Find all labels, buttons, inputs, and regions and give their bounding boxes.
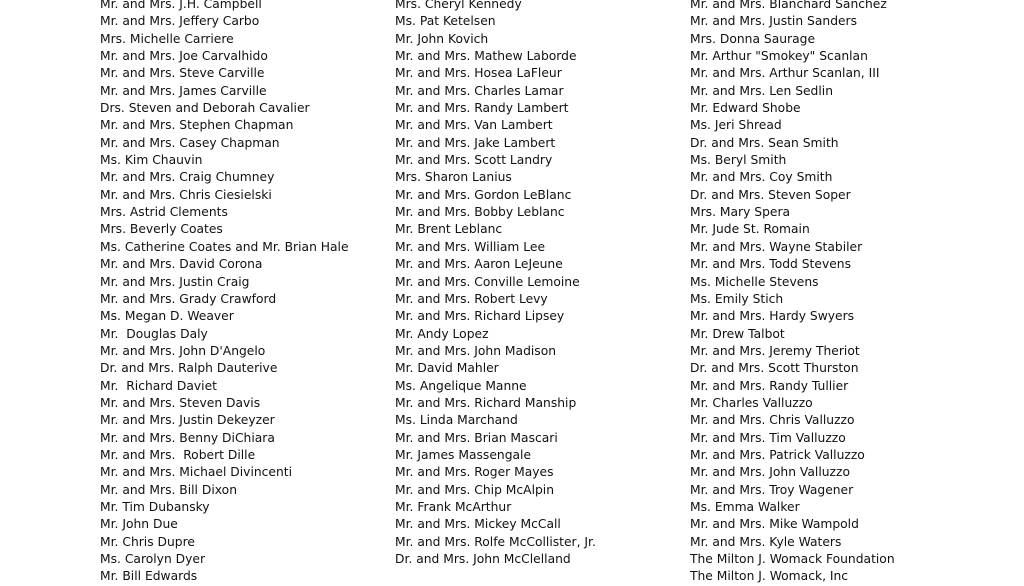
donor-name: Mr. and Mrs. Van Lambert <box>395 118 553 133</box>
donor-name: Mr. Richard Daviet <box>100 378 217 393</box>
donor-name: Mr. and Mrs. William Lee <box>395 239 546 254</box>
donor-column-2 <box>395 0 596 568</box>
donor-name: Mr. and Mrs. Kyle Waters <box>690 534 842 549</box>
donor-name: Mr. and Mrs. Steven Davis <box>100 395 261 410</box>
donor-name: Drs. Steven and Deborah Cavalier <box>100 101 310 116</box>
donor-name: Mr. and Mrs. Michael Divincenti <box>100 465 293 480</box>
donor-name: Ms. Catherine Coates and Mr. Brian Hale <box>100 239 349 254</box>
donor-name: Mr. and Mrs. Jeremy Theriot <box>690 343 860 358</box>
donor-name: Mr. and Mrs. Stephen Chapman <box>100 118 294 133</box>
donor-name: Mr. and Mrs. Bobby Leblanc <box>395 205 565 220</box>
donor-name: Mr. and Mrs. Steve Carville <box>100 66 265 81</box>
donor-name: Ms. Jeri Shread <box>690 118 782 133</box>
donor-name: Ms. Emma Walker <box>690 499 800 514</box>
donor-name: Ms. Michelle Stevens <box>690 274 819 289</box>
donor-name: Mr. and Mrs. John D'Angelo <box>100 343 266 358</box>
donor-name: Ms. Megan D. Weaver <box>100 309 234 324</box>
donor-name: Mr. John Kovich <box>395 31 489 46</box>
donor-name: Mr. and Mrs. Tim Valluzzo <box>690 430 846 445</box>
donor-name: Mrs. Cheryl Kennedy <box>395 0 522 11</box>
donor-name: Mr. and Mrs. Justin Sanders <box>690 14 858 29</box>
donor-name: Mr. Jude St. Romain <box>690 222 810 237</box>
donor-name: Mr. Drew Talbot <box>690 326 785 341</box>
donor-name: Mr. and Mrs. Brian Mascari <box>395 430 558 445</box>
donor-name: Mr. and Mrs. Mathew Laborde <box>395 49 577 64</box>
donor-name: Mr. Tim Dubansky <box>100 499 210 514</box>
donor-name: Dr. and Mrs. Ralph Dauterive <box>100 361 278 376</box>
donor-name: Mr. and Mrs. Chip McAlpin <box>395 482 555 497</box>
donor-name: Mr. Arthur "Smokey" Scanlan <box>690 49 868 64</box>
donor-name: Mr. and Mrs. Conville Lemoine <box>395 274 580 289</box>
donor-name: Mr. and Mrs. Grady Crawford <box>100 291 277 306</box>
donor-name: The Milton J. Womack, Inc <box>690 569 849 584</box>
donor-name: Mr. and Mrs. Chris Valluzzo <box>690 413 855 428</box>
donor-name: Mr. and Mrs. Mickey McCall <box>395 517 561 532</box>
donor-name: Ms. Beryl Smith <box>690 153 787 168</box>
donor-name: Mrs. Michelle Carriere <box>100 31 234 46</box>
donor-name: Mr. Edward Shobe <box>690 101 801 116</box>
donor-name: Mr. and Mrs. Patrick Valluzzo <box>690 447 865 462</box>
donor-name: Ms. Emily Stich <box>690 291 784 306</box>
donor-name: Mr. Douglas Daly <box>100 326 208 341</box>
donor-name: Mr. and Mrs. Gordon LeBlanc <box>395 187 572 202</box>
donor-name: Mr. and Mrs. Bill Dixon <box>100 482 237 497</box>
donor-name: Mrs. Astrid Clements <box>100 205 228 220</box>
donor-name: Ms. Pat Ketelsen <box>395 14 496 29</box>
donor-name: Mr. and Mrs. Randy Tullier <box>690 378 849 393</box>
donor-name: Mr. James Massengale <box>395 447 532 462</box>
donor-name: Mr. and Mrs. Charles Lamar <box>395 83 564 98</box>
donor-name: Mr. and Mrs. Mike Wampold <box>690 517 859 532</box>
donor-name: Mr. and Mrs. Coy Smith <box>690 170 833 185</box>
donor-name: Mr. and Mrs. Blanchard Sanchez <box>690 0 887 11</box>
donor-name: Mr. and Mrs. Rolfe McCollister, Jr. <box>395 534 596 549</box>
donor-name: Mr. and Mrs. Benny DiChiara <box>100 430 275 445</box>
donor-name: Dr. and Mrs. John McClelland <box>395 552 571 566</box>
donor-name: Mr. and Mrs. Richard Lipsey <box>395 309 565 324</box>
donor-column-1 <box>100 0 349 586</box>
donor-name: Mr. Brent Leblanc <box>395 222 503 237</box>
donor-name: Ms. Angelique Manne <box>395 378 527 393</box>
donor-name: Mr. and Mrs. Justin Craig <box>100 274 250 289</box>
donor-name: Mr. Frank McArthur <box>395 499 512 514</box>
donor-name: Mr. and Mrs. David Corona <box>100 257 263 272</box>
donor-name: Mr. and Mrs. Jeffery Carbo <box>100 14 260 29</box>
donor-name: Mr. and Mrs. Aaron LeJeune <box>395 257 563 272</box>
donor-name: Mr. and Mrs. Scott Landry <box>395 153 553 168</box>
donor-name: Mrs. Donna Saurage <box>690 31 816 46</box>
donor-name: Ms. Carolyn Dyer <box>100 552 206 566</box>
donor-name: Ms. Linda Marchand <box>395 413 518 428</box>
donor-name: Mr. and Mrs. Richard Manship <box>395 395 577 410</box>
donor-name: Mr. and Mrs. Randy Lambert <box>395 101 569 116</box>
donor-name: Mr. and Mrs. Casey Chapman <box>100 135 280 150</box>
donor-name: Mr. and Mrs. John Madison <box>395 343 557 358</box>
donor-name: Mr. and Mrs. Robert Levy <box>395 291 548 306</box>
donor-name: Mr. Chris Dupre <box>100 534 195 549</box>
donor-name: Dr. and Mrs. Scott Thurston <box>690 361 859 376</box>
donor-column-3 <box>690 0 895 586</box>
donor-name: The Milton J. Womack Foundation <box>690 552 895 566</box>
donor-name: Mr. and Mrs. Len Sedlin <box>690 83 833 98</box>
donor-name: Mr. and Mrs. Justin Dekeyzer <box>100 413 275 428</box>
donor-name: Mr. and Mrs. Roger Mayes <box>395 465 554 480</box>
donor-name: Dr. and Mrs. Sean Smith <box>690 135 839 150</box>
donor-name: Dr. and Mrs. Steven Soper <box>690 187 851 202</box>
donor-name: Mr. and Mrs. Jake Lambert <box>395 135 556 150</box>
donor-name: Mr. Bill Edwards <box>100 569 198 584</box>
donor-name: Mr. John Due <box>100 517 178 532</box>
donor-name: Mr. and Mrs. Hardy Swyers <box>690 309 855 324</box>
donor-name: Mr. Charles Valluzzo <box>690 395 813 410</box>
donor-name: Mr. and Mrs. Arthur Scanlan, III <box>690 66 880 81</box>
donor-name: Mr. and Mrs. Chris Ciesielski <box>100 187 272 202</box>
donor-name: Mrs. Mary Spera <box>690 205 791 220</box>
donor-name: Mr. and Mrs. Todd Stevens <box>690 257 851 272</box>
donor-name: Mr. Andy Lopez <box>395 326 489 341</box>
donor-name: Mr. and Mrs. John Valluzzo <box>690 465 850 480</box>
donor-name: Mrs. Beverly Coates <box>100 222 223 237</box>
donor-name: Mr. and Mrs. James Carville <box>100 83 267 98</box>
donor-name: Mr. and Mrs. Robert Dille <box>100 447 256 462</box>
donor-name: Mr. and Mrs. J.H. Campbell <box>100 0 262 11</box>
donor-name: Mr. David Mahler <box>395 361 499 376</box>
donor-name: Mr. and Mrs. Craig Chumney <box>100 170 275 185</box>
donor-name: Mr. and Mrs. Troy Wagener <box>690 482 854 497</box>
donor-name: Mr. and Mrs. Joe Carvalhido <box>100 49 268 64</box>
donor-name: Mrs. Sharon Lanius <box>395 170 512 185</box>
donor-name: Mr. and Mrs. Hosea LaFleur <box>395 66 562 81</box>
donor-name: Mr. and Mrs. Wayne Stabiler <box>690 239 863 254</box>
donor-name: Ms. Kim Chauvin <box>100 153 203 168</box>
